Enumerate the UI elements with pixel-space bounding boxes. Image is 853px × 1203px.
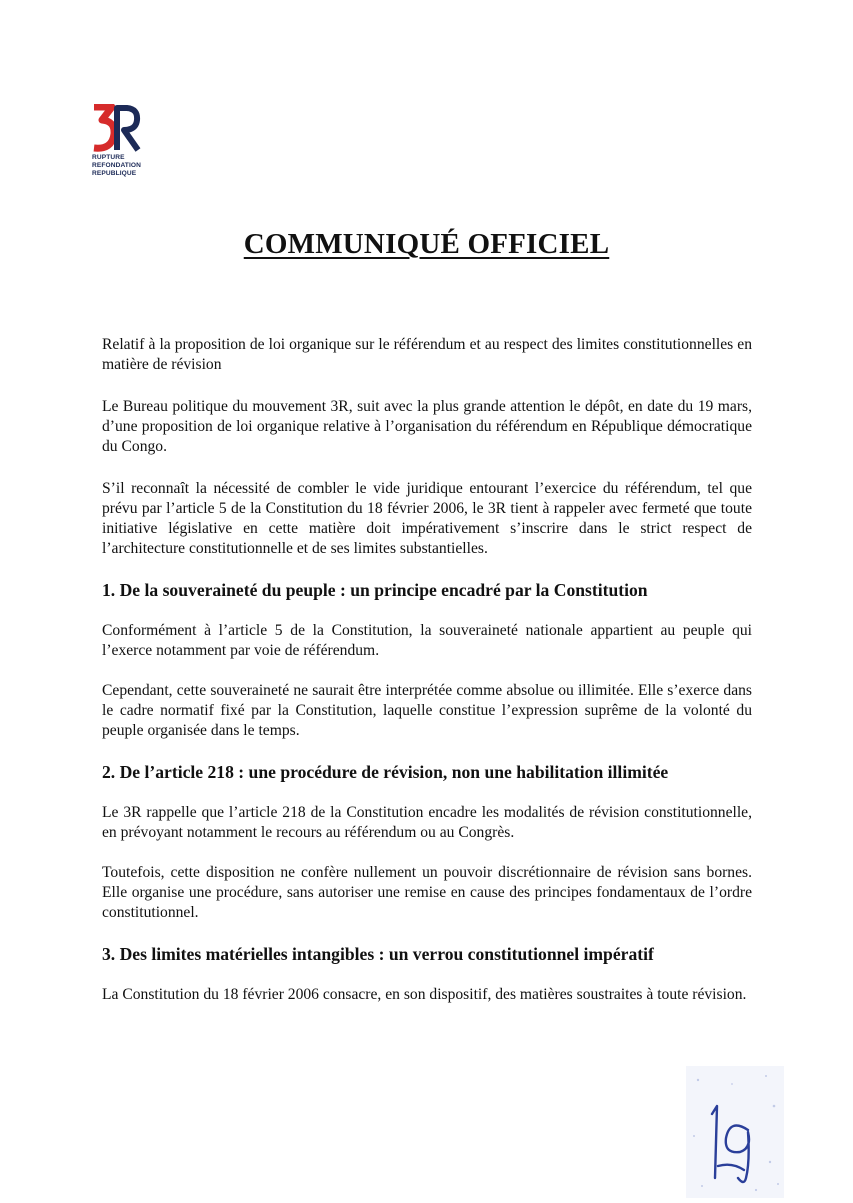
logo-wordmark xyxy=(92,154,141,178)
logo-line-rupture: RUPTURE xyxy=(92,154,125,161)
logo-line-refondation: REFONDATION xyxy=(92,162,141,169)
intro-paragraph: Relatif à la proposition de loi organique sur le référendum et au respect des limites constitutionnelles en matière de révision xyxy=(102,336,752,373)
document-body xyxy=(102,335,752,1005)
logo-line-republique: REPUBLIQUE xyxy=(92,170,137,177)
section-2-paragraph: Le 3R rappelle que l’article 218 de la Constitution encadre les modalités de révision constitutionnelle, en prévoyant notamment le recours au référendum ou au Congrès. xyxy=(102,804,752,841)
section-3-paragraph: La Constitution du 18 février 2006 consacre, en son dispositif, des matières soustraites à toute révision. xyxy=(102,986,747,1003)
party-logo xyxy=(90,104,160,184)
body-paragraph: Le Bureau politique du mouvement 3R, suit avec la plus grande attention le dépôt, en date du 19 mars, d’une proposition de loi organique relative à l’organisation du référendum en République démocratique du Congo. xyxy=(102,398,752,455)
logo-3r-mark xyxy=(90,104,142,154)
section-2-paragraph: Toutefois, cette disposition ne confère nullement un pouvoir discrétionnaire de révision sans bornes. Elle organise une procédure, sans autoriser une remise en cause des principes fondamentaux de l’ordre constitutionnel. xyxy=(102,864,752,921)
signature-stamp xyxy=(686,1066,784,1198)
section-heading-1: 1. De la souveraineté du peuple : un principe encadré par la Constitution xyxy=(102,580,648,600)
section-heading-2: 2. De l’article 218 : une procédure de révision, non une habilitation illimitée xyxy=(102,762,669,782)
handwritten-signature xyxy=(686,1066,784,1198)
document-title: COMMUNIQUÉ OFFICIEL xyxy=(243,228,610,260)
section-1-paragraph: Cependant, cette souveraineté ne saurait être interprétée comme absolue ou illimitée. Elle s’exerce dans le cadre normatif fixé par la Constitution, laquelle constitue l’expression suprême de la volonté du peuple organisée dans le temps. xyxy=(102,682,752,739)
section-1-paragraph: Conformément à l’article 5 de la Constitution, la souveraineté nationale appartient au peuple qui l’exerce notamment par voie de référendum. xyxy=(102,622,752,659)
body-paragraph: S’il reconnaît la nécessité de combler le vide juridique entourant l’exercice du référendum, tel que prévu par l’article 5 de la Constitution du 18 février 2006, le 3R tient à rappeler avec fermeté que toute initiative législative en cette matière doit impérativement s’inscrire dans le strict respect de l’architecture constitutionnelle et de ses limites substantielles. xyxy=(102,480,752,557)
section-heading-3: 3. Des limites matérielles intangibles : un verrou constitutionnel impératif xyxy=(102,944,654,964)
